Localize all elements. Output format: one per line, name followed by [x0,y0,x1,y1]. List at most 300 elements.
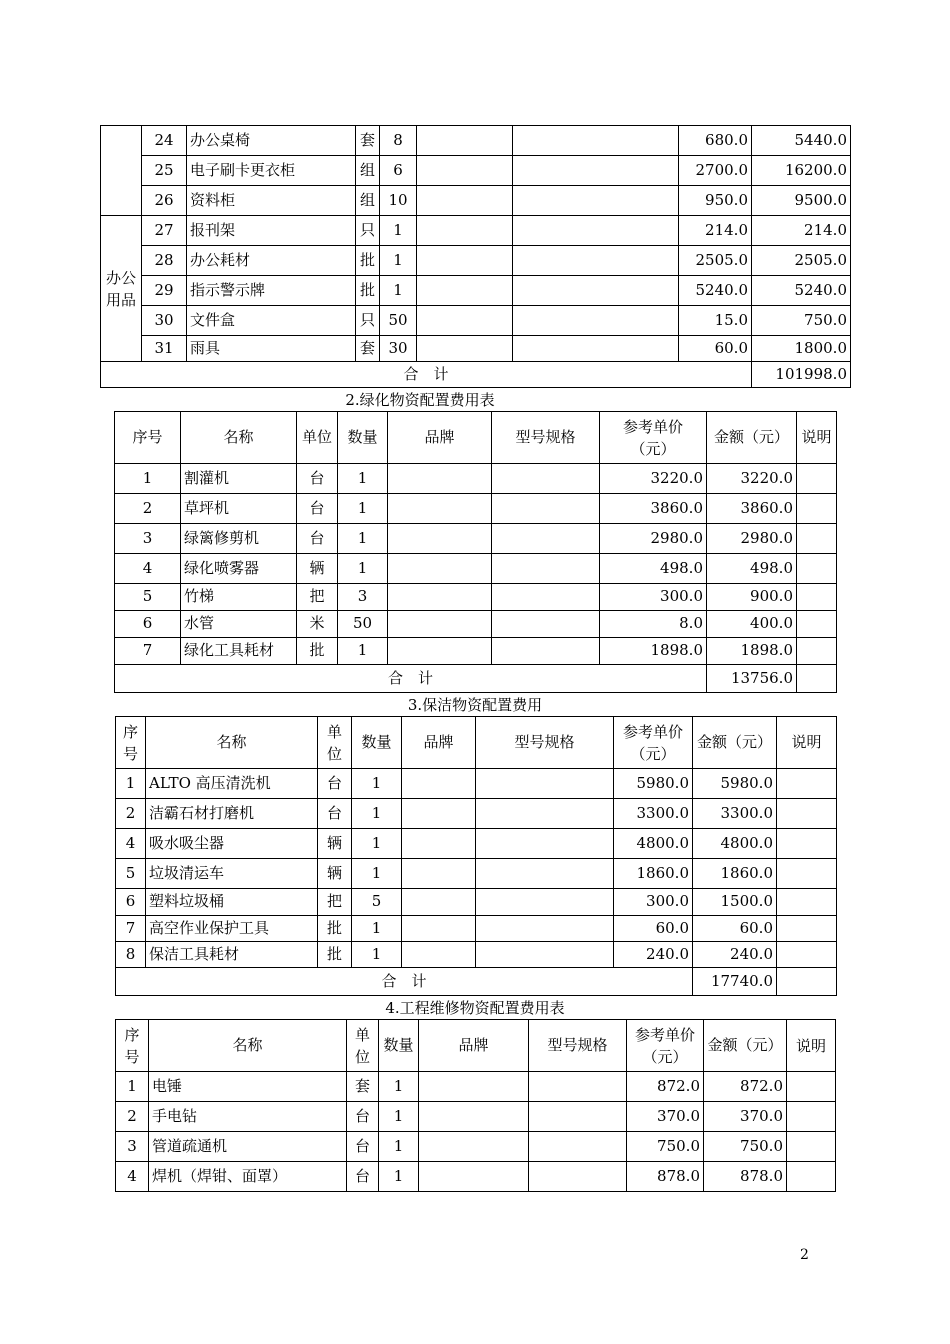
row-no: 2 [115,494,181,524]
header-price: 参考单价（元） [600,412,707,464]
row-no: 4 [116,829,146,859]
table-row [101,306,851,336]
row-unit: 批 [297,638,338,665]
row-amount: 214.0 [752,216,851,246]
header-row [115,412,837,464]
row-name: 文件盒 [187,306,356,336]
row-name: 草坪机 [181,494,297,524]
row-amount: 2505.0 [752,246,851,276]
row-amount: 5240.0 [752,276,851,306]
row-name: 垃圾清运车 [146,859,318,889]
row-no: 25 [142,156,187,186]
row-amount: 878.0 [704,1162,787,1192]
empty-cell [797,494,837,524]
row-unit: 套 [347,1072,379,1102]
header-no: 序号 [115,412,181,464]
row-qty: 1 [379,1162,419,1192]
row-qty: 1 [379,1102,419,1132]
row-price: 8.0 [600,611,707,638]
row-name: 保洁工具耗材 [146,942,318,968]
row-no: 4 [115,554,181,584]
row-unit: 批 [318,916,352,942]
row-amount: 9500.0 [752,186,851,216]
row-qty: 5 [352,889,402,916]
table-row [116,859,837,889]
row-amount: 1898.0 [707,638,797,665]
empty-cell [797,638,837,665]
empty-cell [777,859,837,889]
row-name: 雨具 [187,336,356,362]
empty-cell [388,554,492,584]
row-qty: 1 [352,769,402,799]
row-price: 370.0 [627,1102,704,1132]
table-row [115,554,837,584]
table-row [101,126,851,156]
row-qty: 50 [338,611,388,638]
table-row [101,276,851,306]
row-qty: 1 [352,799,402,829]
row-unit: 台 [318,769,352,799]
row-spec [513,336,679,362]
row-price: 3860.0 [600,494,707,524]
empty-cell [476,916,614,942]
empty-cell [402,889,476,916]
empty-cell [797,464,837,494]
row-amount: 400.0 [707,611,797,638]
row-no: 3 [116,1132,149,1162]
table-row [101,336,851,362]
row-qty: 1 [379,1132,419,1162]
total-row [115,665,837,693]
empty-cell [476,859,614,889]
row-amount: 16200.0 [752,156,851,186]
group-cell-empty [101,126,142,216]
row-price: 300.0 [614,889,693,916]
table-row [116,1072,836,1102]
row-amount: 1500.0 [693,889,777,916]
row-unit: 批 [356,276,380,306]
row-unit: 台 [297,524,338,554]
row-amount: 5440.0 [752,126,851,156]
row-amount: 1800.0 [752,336,851,362]
empty-cell [492,554,600,584]
row-unit: 把 [318,889,352,916]
row-amount: 750.0 [704,1132,787,1162]
empty-cell [529,1072,627,1102]
header-qty: 数量 [352,717,402,769]
row-amount: 750.0 [752,306,851,336]
row-amount: 900.0 [707,584,797,611]
row-brand [417,276,513,306]
row-spec [513,126,679,156]
empty-cell [787,1072,836,1102]
empty-cell [797,524,837,554]
table3-caption: 3.保洁物资配置费用 [407,696,543,714]
row-name: 焊机（焊钳、面罩） [149,1162,347,1192]
row-unit: 台 [347,1162,379,1192]
empty-cell [492,464,600,494]
group-label: 办公用品 [101,216,142,362]
row-brand [417,126,513,156]
empty-cell [388,494,492,524]
row-amount: 2980.0 [707,524,797,554]
row-price: 3300.0 [614,799,693,829]
row-qty: 8 [380,126,417,156]
row-amount: 498.0 [707,554,797,584]
table2-caption: 2.绿化物资配置费用表 [345,391,495,409]
row-qty: 30 [380,336,417,362]
empty-cell [529,1102,627,1132]
row-name: ALTO 高压清洗机 [146,769,318,799]
table-row [116,799,837,829]
row-amount: 370.0 [704,1102,787,1132]
table-row [116,1102,836,1132]
header-brand: 品牌 [402,717,476,769]
table-row [116,942,837,968]
row-name: 资料柜 [187,186,356,216]
empty-cell [402,799,476,829]
header-amount: 金额（元） [704,1020,787,1072]
header-name: 名称 [146,717,318,769]
table-row [116,916,837,942]
table-row [115,611,837,638]
row-name: 塑料垃圾桶 [146,889,318,916]
header-brand: 品牌 [388,412,492,464]
row-name: 高空作业保护工具 [146,916,318,942]
row-spec [513,156,679,186]
row-name: 绿篱修剪机 [181,524,297,554]
row-price: 2505.0 [679,246,752,276]
row-amount: 3300.0 [693,799,777,829]
row-unit: 只 [356,306,380,336]
empty-cell [492,638,600,665]
row-qty: 10 [380,186,417,216]
header-amount: 金额（元） [707,412,797,464]
header-name: 名称 [181,412,297,464]
row-no: 3 [115,524,181,554]
empty-cell [777,769,837,799]
empty-cell [777,829,837,859]
header-spec: 型号规格 [529,1020,627,1072]
row-name: 电子刷卡更衣柜 [187,156,356,186]
row-name: 报刊架 [187,216,356,246]
row-no: 5 [115,584,181,611]
row-name: 电锤 [149,1072,347,1102]
empty-cell [777,799,837,829]
table-row [101,246,851,276]
empty-cell [797,611,837,638]
table-row [115,464,837,494]
table-row [115,584,837,611]
total-label: 合 计 [101,362,752,388]
table-row [101,216,851,246]
row-unit: 组 [356,186,380,216]
header-qty: 数量 [379,1020,419,1072]
header-note: 说明 [777,717,837,769]
row-name: 洁霸石材打磨机 [146,799,318,829]
table-row [115,494,837,524]
empty-cell [797,584,837,611]
empty-cell [388,638,492,665]
row-price: 878.0 [627,1162,704,1192]
row-qty: 1 [380,246,417,276]
row-unit: 批 [318,942,352,968]
row-unit: 台 [318,799,352,829]
row-qty: 50 [380,306,417,336]
row-no: 8 [116,942,146,968]
row-unit: 台 [297,494,338,524]
row-no: 30 [142,306,187,336]
row-name: 办公桌椅 [187,126,356,156]
row-qty: 1 [379,1072,419,1102]
table-row [116,829,837,859]
empty-cell [388,611,492,638]
header-name: 名称 [149,1020,347,1072]
row-no: 5 [116,859,146,889]
row-no: 28 [142,246,187,276]
row-amount: 3860.0 [707,494,797,524]
total-amount: 17740.0 [693,968,777,996]
row-name: 手电钻 [149,1102,347,1132]
empty-cell [402,769,476,799]
total-amount: 101998.0 [752,362,851,388]
total-label: 合 计 [115,665,707,693]
row-price: 15.0 [679,306,752,336]
office-supplies-table [100,125,851,388]
table-row [116,769,837,799]
table-row [116,1132,836,1162]
header-amount: 金额（元） [693,717,777,769]
row-unit: 组 [356,156,380,186]
row-amount: 240.0 [693,942,777,968]
row-unit: 辆 [297,554,338,584]
row-qty: 1 [338,554,388,584]
row-unit: 辆 [318,859,352,889]
total-label: 合 计 [116,968,693,996]
row-qty: 3 [338,584,388,611]
empty-cell [777,889,837,916]
row-price: 240.0 [614,942,693,968]
page-number: 2 [800,1247,809,1263]
empty-cell [402,829,476,859]
row-unit: 只 [356,216,380,246]
row-price: 950.0 [679,186,752,216]
header-no: 序号 [116,717,146,769]
row-brand [417,216,513,246]
header-unit: 单位 [297,412,338,464]
header-unit: 单位 [318,717,352,769]
row-price: 214.0 [679,216,752,246]
header-note: 说明 [787,1020,836,1072]
empty-cell [402,859,476,889]
row-qty: 1 [352,859,402,889]
row-name: 绿化工具耗材 [181,638,297,665]
row-unit: 辆 [318,829,352,859]
row-price: 680.0 [679,126,752,156]
row-spec [513,186,679,216]
row-qty: 1 [338,524,388,554]
row-price: 4800.0 [614,829,693,859]
row-qty: 1 [380,276,417,306]
empty-cell [492,494,600,524]
table-row [115,524,837,554]
empty-cell [419,1072,529,1102]
row-qty: 1 [338,494,388,524]
row-name: 绿化喷雾器 [181,554,297,584]
header-row [116,717,837,769]
empty-cell [787,1102,836,1132]
row-no: 26 [142,186,187,216]
row-unit: 把 [297,584,338,611]
table-row [115,638,837,665]
empty-cell [402,942,476,968]
row-no: 6 [115,611,181,638]
empty-cell [419,1162,529,1192]
row-no: 7 [116,916,146,942]
row-no: 2 [116,1102,149,1132]
empty-cell [777,968,837,996]
row-price: 2980.0 [600,524,707,554]
empty-cell [787,1132,836,1162]
row-unit: 套 [356,126,380,156]
row-price: 1860.0 [614,859,693,889]
row-no: 1 [116,769,146,799]
total-row [101,362,851,388]
empty-cell [476,769,614,799]
row-amount: 5980.0 [693,769,777,799]
row-qty: 1 [352,942,402,968]
row-price: 60.0 [614,916,693,942]
row-name: 水管 [181,611,297,638]
row-price: 3220.0 [600,464,707,494]
row-no: 4 [116,1162,149,1192]
row-qty: 6 [380,156,417,186]
header-spec: 型号规格 [492,412,600,464]
header-row [116,1020,836,1072]
row-no: 24 [142,126,187,156]
empty-cell [402,916,476,942]
row-amount: 1860.0 [693,859,777,889]
header-qty: 数量 [338,412,388,464]
table-row [116,1162,836,1192]
header-price: 参考单价（元） [614,717,693,769]
row-name: 吸水吸尘器 [146,829,318,859]
total-row [116,968,837,996]
row-brand [417,186,513,216]
header-brand: 品牌 [419,1020,529,1072]
empty-cell [797,665,837,693]
row-spec [513,276,679,306]
row-price: 2700.0 [679,156,752,186]
total-amount: 13756.0 [707,665,797,693]
empty-cell [492,584,600,611]
empty-cell [476,889,614,916]
greening-table [114,411,837,693]
row-amount: 872.0 [704,1072,787,1102]
empty-cell [777,916,837,942]
row-brand [417,246,513,276]
empty-cell [492,611,600,638]
row-name: 竹梯 [181,584,297,611]
row-spec [513,246,679,276]
row-qty: 1 [352,916,402,942]
row-unit: 批 [356,246,380,276]
table-row [101,186,851,216]
row-no: 7 [115,638,181,665]
row-price: 5240.0 [679,276,752,306]
empty-cell [419,1132,529,1162]
row-qty: 1 [338,638,388,665]
cleaning-table [115,716,837,996]
empty-cell [388,584,492,611]
empty-cell [777,942,837,968]
row-amount: 4800.0 [693,829,777,859]
row-name: 办公耗材 [187,246,356,276]
row-name: 管道疏通机 [149,1132,347,1162]
row-price: 5980.0 [614,769,693,799]
row-brand [417,306,513,336]
empty-cell [419,1102,529,1132]
row-no: 1 [116,1072,149,1102]
row-brand [417,336,513,362]
row-price: 300.0 [600,584,707,611]
maintenance-table [115,1019,836,1192]
table-row [101,156,851,186]
row-brand [417,156,513,186]
row-no: 27 [142,216,187,246]
row-name: 指示警示牌 [187,276,356,306]
row-spec [513,306,679,336]
row-unit: 台 [347,1132,379,1162]
row-spec [513,216,679,246]
row-qty: 1 [380,216,417,246]
row-amount: 60.0 [693,916,777,942]
row-qty: 1 [338,464,388,494]
row-amount: 3220.0 [707,464,797,494]
row-no: 1 [115,464,181,494]
row-unit: 米 [297,611,338,638]
row-unit: 套 [356,336,380,362]
row-name: 割灌机 [181,464,297,494]
header-price: 参考单价（元） [627,1020,704,1072]
empty-cell [476,829,614,859]
row-price: 60.0 [679,336,752,362]
header-spec: 型号规格 [476,717,614,769]
row-price: 750.0 [627,1132,704,1162]
header-no: 序号 [116,1020,149,1072]
empty-cell [476,942,614,968]
row-no: 2 [116,799,146,829]
empty-cell [797,554,837,584]
row-qty: 1 [352,829,402,859]
empty-cell [388,524,492,554]
row-price: 498.0 [600,554,707,584]
empty-cell [787,1162,836,1192]
row-unit: 台 [297,464,338,494]
row-no: 31 [142,336,187,362]
table4-caption: 4.工程维修物资配置费用表 [385,999,565,1017]
header-note: 说明 [797,412,837,464]
empty-cell [492,524,600,554]
empty-cell [476,799,614,829]
table-row [116,889,837,916]
header-unit: 单位 [347,1020,379,1072]
empty-cell [529,1132,627,1162]
row-price: 872.0 [627,1072,704,1102]
row-unit: 台 [347,1102,379,1132]
row-no: 6 [116,889,146,916]
row-price: 1898.0 [600,638,707,665]
